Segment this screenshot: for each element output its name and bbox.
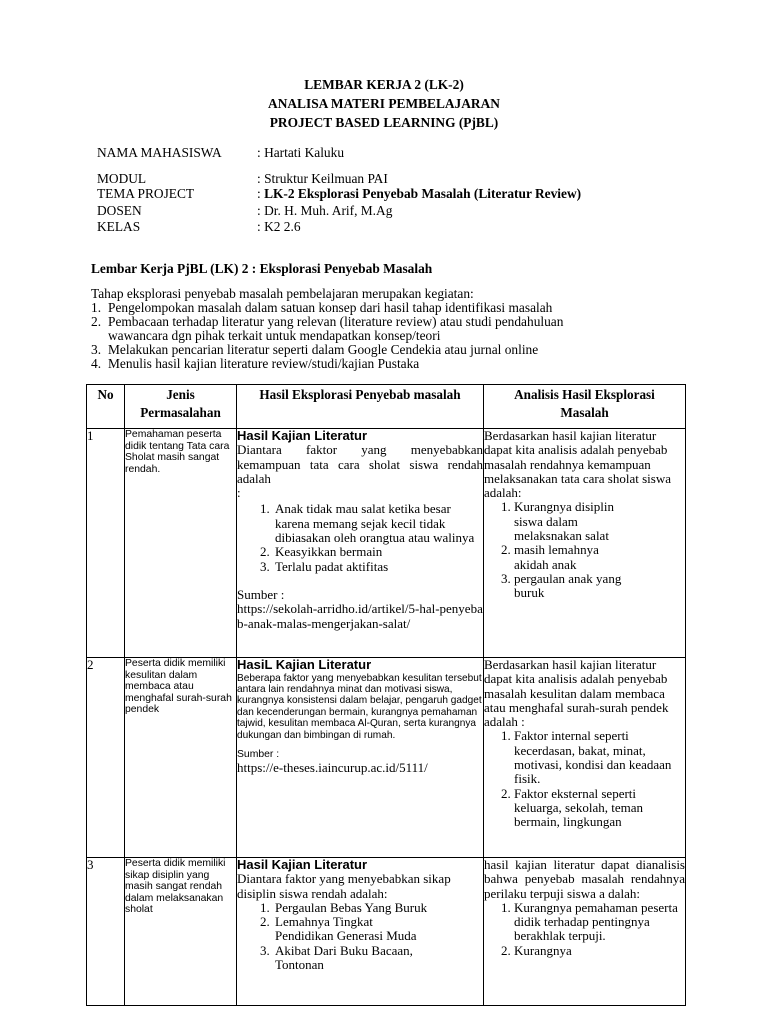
header-jenis: Jenis Permasalahan <box>125 385 237 429</box>
list-item: 3. Terlalu padat aktifitas <box>273 560 483 574</box>
doc-title-line3: PROJECT BASED LEARNING (PjBL) <box>269 115 499 130</box>
kelas-label: KELAS <box>97 219 141 234</box>
row-number: 1 <box>87 429 125 658</box>
hasil-list <box>237 502 483 573</box>
kelas-value: : K2 2.6 <box>257 219 301 234</box>
exploration-table <box>86 384 686 1006</box>
step-text-cont: wawancara dgn pihak terkait untuk mendapatkan konsep/teori <box>108 328 441 343</box>
step-text: Pembacaan terhadap literatur yang relevan (literature review) atau studi pendahuluan <box>108 314 564 329</box>
list-item: 1. Pergaulan Bebas Yang Buruk <box>273 901 483 915</box>
sumber-url: https://e-theses.iaincurup.ac.id/5111/ <box>237 759 428 775</box>
row-number: 2 <box>87 658 125 858</box>
step-text: Menulis hasil kajian literature review/studi/kajian Pustaka <box>108 356 420 371</box>
hasil-title: Hasil Kajian Literatur <box>237 857 368 872</box>
step-num: 3. <box>91 342 102 357</box>
row-jenis: Peserta didik memiliki sikap disiplin yang masih sangat rendah dalam melaksanakan sholat <box>125 858 237 1006</box>
section-title: Lembar Kerja PjBL (LK) 2 : Eksplorasi Penyebab Masalah <box>91 261 433 276</box>
row-number: 3 <box>87 858 125 1006</box>
sumber-label: Sumber : <box>237 586 285 602</box>
hasil-title: HasiL Kajian Literatur <box>237 657 372 672</box>
analisis-list <box>484 901 685 958</box>
list-item: 1. Anak tidak mau salat ketika besar karena memang sejak kecil tidak dibiasakan oleh orangtua atau walinya <box>273 502 483 545</box>
row-jenis: Pemahaman peserta didik tentang Tata cara Sholat masih sangat rendah. <box>125 429 237 658</box>
row-analisis <box>484 858 686 1006</box>
list-item: 3. pergaulan anak yang buruk <box>514 572 624 601</box>
list-item: 2. Keasyikkan bermain <box>273 545 483 559</box>
nama-value: : Hartati Kaluku <box>257 145 345 160</box>
hasil-title: Hasil Kajian Literatur <box>237 428 368 443</box>
analisis-intro: Berdasarkan hasil kajian literatur dapat kita analisis adalah penyebab masalah rendahnya kemampuan melaksanakan tata cara sholat siswa adalah: <box>484 428 671 501</box>
list-item: 2. masih lemahnya akidah anak <box>514 543 624 572</box>
analisis-intro: Berdasarkan hasil kajian literatur dapat kita analisis adalah penyebab masalah kesulitan dalam membaca atau menghafal surah-surah pendek adalah : <box>484 657 669 730</box>
table-row <box>87 658 686 858</box>
row-jenis: Peserta didik memiliki kesulitan dalam membaca atau menghafal surah-surah pendek <box>125 658 237 858</box>
list-item: 3. Akibat Dari Buku Bacaan, Tontonan <box>273 944 425 973</box>
row-hasil <box>237 858 484 1006</box>
header-hasil: Hasil Eksplorasi Penyebab masalah <box>237 385 484 429</box>
nama-label: NAMA MAHASISWA <box>97 145 222 160</box>
table-row <box>87 429 686 658</box>
row-hasil <box>237 658 484 858</box>
modul-label: MODUL <box>97 171 147 186</box>
doc-title-line2: ANALISA MATERI PEMBELAJARAN <box>268 96 500 111</box>
tema-label: TEMA PROJECT <box>97 186 195 201</box>
table-row <box>87 858 686 1006</box>
list-item: 2. Lemahnya Tingkat Pendidikan Generasi Muda <box>273 915 425 944</box>
step-text: Pengelompokan masalah dalam satuan konsep dari hasil tahap identifikasi masalah <box>108 300 553 315</box>
header-analisis: Analisis Hasil Eksplorasi Masalah <box>484 385 686 429</box>
hasil-body: Beberapa faktor yang menyebabkan kesulitan tersebut antara lain rendahnya minat dan motivasi siswa, kurangnya konsistensi dalam belajar, pengaruh gadget dan kecenderungan bermain, kurangnya pemahaman tajwid, kesulitan membaca Al-Quran, serta kurangnya dukungan dan bimbingan di rumah. <box>237 672 482 741</box>
hasil-intro: Diantara faktor yang menyebabkan kemampuan tata cara sholat siswa rendah adalah <box>237 442 483 486</box>
dosen-label: DOSEN <box>97 203 142 218</box>
modul-value: : Struktur Keilmuan PAI <box>257 171 388 186</box>
list-item: 2. Kurangnya <box>514 944 685 958</box>
step-num: 4. <box>91 356 102 371</box>
sumber-url: https://sekolah-arridho.id/artikel/5-hal-penyebab-anak-malas-mengerjakan-salat/ <box>237 601 483 631</box>
header-no: No <box>87 385 125 429</box>
hasil-colon: : <box>237 485 241 501</box>
list-item: 1. Kurangnya disiplin siswa dalam melaksnakan salat <box>514 500 624 543</box>
hasil-list <box>237 901 483 972</box>
analisis-intro: hasil kajian literatur dapat dianalisis bahwa penyebab masalah rendahnya perilaku terpuji siswa a dalah: <box>484 857 685 901</box>
sumber-label: Sumber : <box>237 749 280 761</box>
list-item: 2. Faktor eksternal seperti keluarga, sekolah, teman bermain, lingkungan <box>514 787 685 830</box>
row-hasil <box>237 429 484 658</box>
table-header-row <box>87 385 686 429</box>
row-analisis <box>484 658 686 858</box>
list-item: 1. Kurangnya pemahaman peserta didik terhadap pentingnya berakhlak terpuji. <box>514 901 685 944</box>
dosen-value: : Dr. H. Muh. Arif, M.Ag <box>257 203 393 218</box>
analisis-list <box>484 500 624 600</box>
step-text: Melakukan pencarian literatur seperti dalam Google Cendekia atau jurnal online <box>108 342 539 357</box>
step-num: 1. <box>91 300 102 315</box>
step-num: 2. <box>91 314 102 329</box>
analisis-list <box>484 729 685 829</box>
intro-text: Tahap eksplorasi penyebab masalah pembelajaran merupakan kegiatan: <box>91 286 474 301</box>
hasil-intro: Diantara faktor yang menyebabkan sikap disiplin siswa rendah adalah: <box>237 871 451 901</box>
tema-value-wrap <box>257 187 581 202</box>
doc-title-line1: LEMBAR KERJA 2 (LK-2) <box>304 77 464 92</box>
tema-colon: : <box>257 186 265 201</box>
list-item: 1. Faktor internal seperti kecerdasan, bakat, minat, motivasi, kondisi dan keadaan fisik. <box>514 729 685 786</box>
tema-value: LK-2 Eksplorasi Penyebab Masalah (Literatur Review) <box>264 186 582 201</box>
row-analisis <box>484 429 686 658</box>
